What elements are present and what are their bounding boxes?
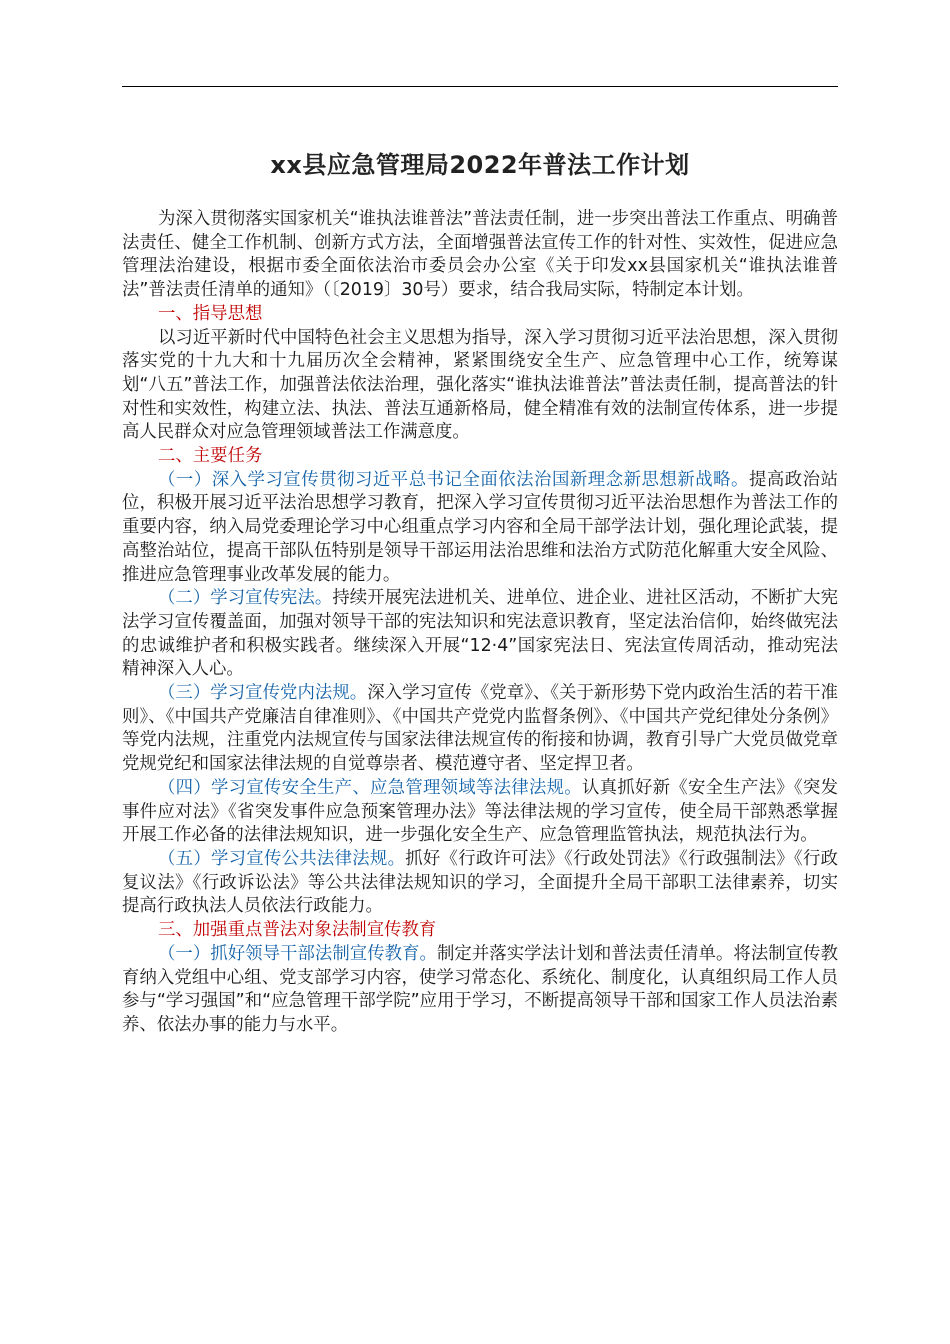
task-body: 制定并落实学法计划和普法责任清单。将法制宣传教育纳入党组中心组、党支部学习内容，使学习常态化、系统化、制度化，认真组织局工作人员参与“学习强国”和“应急管理干部学院”应用于学习，不断提高领导干部和国家工作人员法治素养、依法办事的能力与水平。: [122, 943, 838, 1035]
document-page: [122, 145, 838, 1038]
task-paragraph: [122, 587, 838, 682]
task-paragraph: [122, 943, 838, 1038]
section-heading-guiding-ideology: 一、指导思想: [158, 303, 263, 324]
task-body: 抓好《行政许可法》《行政处罚法》《行政强制法》《行政复议法》《行政诉讼法》等公共法律法规知识的学习，全面提升全局干部职工法律素养，切实提高行政执法人员依法行政能力。: [122, 848, 838, 917]
task-paragraph: [122, 469, 838, 588]
task-heading: （三）学习宣传党内法规。: [158, 683, 368, 704]
section-heading-main-tasks: 二、主要任务: [158, 446, 263, 467]
task-heading: （一）深入学习宣传贯彻习近平总书记全面依法治国新理念新思想新战略。: [158, 469, 749, 490]
guiding-ideology-paragraph: 以习近平新时代中国特色社会主义思想为指导，深入学习贯彻习近平法治思想，深入贯彻落实党的十九大和十九届历次全会精神，紧紧围绕安全生产、应急管理中心工作，统筹谋划“八五”普法工作，加强普法依法治理，强化落实“谁执法谁普法”普法责任制，提高普法的针对性和实效性，构建立法、执法、普法互通新格局，健全精准有效的法制宣传体系，进一步提高人民群众对应急管理领域普法工作满意度。: [122, 327, 838, 443]
task-heading: （四）学习宣传安全生产、应急管理领域等法律法规。: [158, 777, 582, 798]
section-heading-key-targets: 三、加强重点普法对象法制宣传教育: [158, 920, 437, 941]
task-paragraph: [122, 682, 838, 777]
document-title: xx县应急管理局2022年普法工作计划: [270, 151, 690, 179]
intro-paragraph: 为深入贯彻落实国家机关“谁执法谁普法”普法责任制，进一步突出普法工作重点、明确普法责任、健全工作机制、创新方式方法，全面增强普法宣传工作的针对性、实效性，促进应急管理法治建设，根据市委全面依法治市委员会办公室《关于印发xx县国家机关“谁执法谁普法”普法责任清单的通知》（〔2019〕30号）要求，结合我局实际，特制定本计划。: [122, 209, 838, 301]
task-heading: （五）学习宣传公共法律法规。: [158, 848, 406, 869]
task-paragraph: [122, 777, 838, 848]
task-paragraph: [122, 848, 838, 919]
task-body: 提高政治站位，积极开展习近平法治思想学习教育，把深入学习宣传贯彻习近平法治思想作为普法工作的重要内容，纳入局党委理论学习中心组重点学习内容和全局干部学法计划，强化理论武装，提高整治站位，提高干部队伍特别是领导干部运用法治思维和法治方式防范化解重大安全风险、推进应急管理事业改革发展的能力。: [122, 469, 838, 585]
task-heading: （二）学习宣传宪法。: [158, 588, 333, 609]
header-rule: [122, 86, 838, 87]
task-body: 深入学习宣传《党章》、《关于新形势下党内政治生活的若干准则》、《中国共产党廉洁自律准则》、《中国共产党党内监督条例》、《中国共产党纪律处分条例》等党内法规，注重党内法规宣传与国家法律法规宣传的衔接和协调，教育引导广大党员做党章党规党纪和国家法律法规的自觉尊崇者、模范遵守者、坚定捍卫者。: [122, 683, 838, 775]
task-body: 认真抓好新《安全生产法》《突发事件应对法》《省突发事件应急预案管理办法》等法律法规的学习宣传，使全局干部熟悉掌握开展工作必备的法律法规知识，进一步强化安全生产、应急管理监管执法，规范执法行为。: [122, 777, 838, 846]
task-body: 持续开展宪法进机关、进单位、进企业、进社区活动，不断扩大宪法学习宣传覆盖面，加强对领导干部的宪法知识和宪法意识教育，坚定法治信仰，始终做宪法的忠诚维护者和积极实践者。继续深入开展“12·4”国家宪法日、宪法宣传周活动，推动宪法精神深入人心。: [122, 588, 838, 680]
task-heading: （一）抓好领导干部法制宣传教育。: [158, 943, 437, 964]
